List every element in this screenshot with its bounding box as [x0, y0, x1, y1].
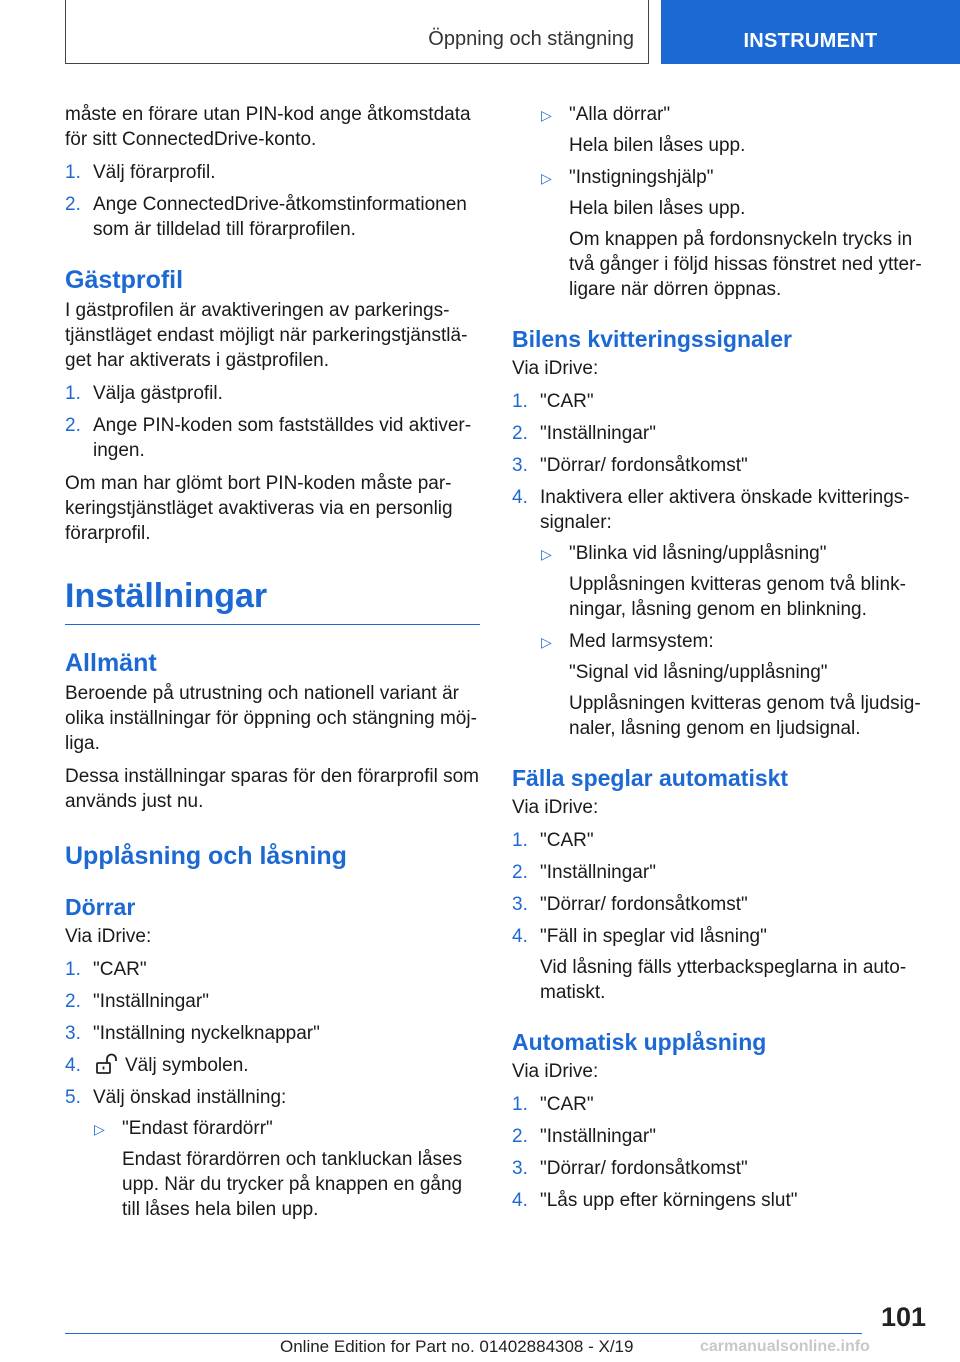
option-list [93, 1116, 480, 1222]
step-text: "CAR" [540, 830, 594, 851]
step-number: 1. [65, 383, 81, 404]
intro-steps [65, 160, 480, 242]
list-item [512, 1092, 927, 1117]
falla-steps [512, 828, 927, 1005]
option-item [540, 629, 927, 741]
step-text: "CAR" [540, 1094, 594, 1115]
footer-divider [65, 1333, 862, 1334]
step-number: 1. [512, 1094, 528, 1115]
step-number: 4. [512, 1190, 528, 1211]
list-item [65, 1085, 480, 1222]
step-text: Välja gästprofil. [93, 383, 223, 404]
intro-text: måste en förare utan PIN-kod ange åtkomstdata för sitt ConnectedDrive-konto. [65, 104, 471, 150]
dorrar-heading: Dörrar [65, 894, 136, 920]
list-item [65, 989, 480, 1014]
option-list [540, 541, 927, 741]
list-item [512, 453, 927, 478]
list-item [512, 828, 927, 853]
step-number: 3. [65, 1023, 81, 1044]
list-item [65, 1053, 480, 1078]
list-item [512, 1188, 927, 1213]
step-text: "Dörrar/ fordonsåtkomst" [540, 894, 748, 915]
step-number: 5. [65, 1087, 81, 1108]
header-frame [65, 0, 649, 64]
dorrar-steps [65, 957, 480, 1222]
option-desc: Upplåsningen kvitteras genom två blinkningar, låsning genom en blinkning. [569, 574, 906, 620]
option-title: "Blinka vid låsning/upplåsning" [569, 543, 827, 564]
option-desc: Upplåsningen kvitteras genom två ljudsignaler, låsning genom en ljudsignal. [569, 693, 921, 739]
step-text: "Inställning nyckelknappar" [93, 1023, 320, 1044]
unlock-icon [95, 1053, 119, 1075]
option-desc: Hela bilen låses upp. [569, 135, 746, 156]
list-item [65, 957, 480, 982]
step-text: "Dörrar/ fordonsåtkomst" [540, 1158, 748, 1179]
step-number: 2. [65, 415, 81, 436]
auto-heading: Automatisk upplåsning [512, 1029, 767, 1055]
step-number: 3. [512, 455, 528, 476]
via-idrive: Via iDrive: [512, 797, 599, 818]
gastprofil-text: I gästprofilen är avaktiveringen av parkeringstjänstläget endast möjligt när parkeringstjänstläget har aktiverats i gästprofilen. [65, 300, 468, 371]
left-column [65, 102, 480, 1230]
triangle-bullet-icon: ▷ [541, 546, 552, 562]
step-number: 4. [65, 1055, 81, 1076]
gastprofil-heading: Gästprofil [65, 266, 184, 294]
step-number: 2. [65, 991, 81, 1012]
option-item [93, 1116, 480, 1222]
list-item [65, 1021, 480, 1046]
step-number: 1. [65, 959, 81, 980]
step-number: 3. [512, 894, 528, 915]
option-title: "Alla dörrar" [569, 104, 671, 125]
triangle-bullet-icon: ▷ [541, 170, 552, 186]
allmant-text-1: Beroende på utrustning och nationell variant är olika inställningar för öppning och stängning möjliga. [65, 683, 477, 754]
list-item [65, 192, 480, 242]
list-item [512, 924, 927, 1005]
triangle-bullet-icon: ▷ [94, 1121, 105, 1137]
kvittering-steps [512, 389, 927, 741]
option-title: Med larmsystem: [569, 631, 714, 652]
step-text: "Lås upp efter körningens slut" [540, 1190, 798, 1211]
step-text: "Inställningar" [540, 862, 656, 883]
option-title: "Endast förardörr" [122, 1118, 273, 1139]
continued-options [512, 102, 927, 302]
option-item [540, 102, 927, 158]
watermark: carmanualsonline.info [700, 1338, 870, 1355]
list-item [512, 1156, 927, 1181]
chapter-tab[interactable]: INSTRUMENT [661, 0, 960, 64]
list-item [512, 860, 927, 885]
section-title: Öppning och stängning [428, 28, 634, 50]
step-number: 2. [512, 862, 528, 883]
upplasning-heading: Upplåsning och låsning [65, 842, 347, 870]
list-item [65, 413, 480, 463]
via-idrive: Via iDrive: [65, 926, 152, 947]
step-number: 2. [512, 1126, 528, 1147]
step-number: 2. [512, 423, 528, 444]
right-column [512, 102, 927, 1221]
kvittering-heading: Bilens kvitteringssignaler [512, 326, 792, 352]
gastprofil-note: Om man har glömt bort PIN-koden måste parkeringstjänstläget avaktiveras via en personlig förarprofil. [65, 473, 453, 544]
step-text: Välj förarprofil. [93, 162, 216, 183]
step-number: 3. [512, 1158, 528, 1179]
option-desc: Om knappen på fordonsnyckeln trycks in två gånger i följd hissas fönstret ned ytterligare när dörren öppnas. [569, 229, 922, 300]
triangle-bullet-icon: ▷ [541, 634, 552, 650]
auto-steps [512, 1092, 927, 1213]
step-text: "Fäll in speglar vid låsning" [540, 926, 767, 947]
option-desc: Endast förardörren och tankluckan låses upp. När du trycker på knappen en gång till låses hela bilen upp. [122, 1149, 463, 1220]
step-number: 1. [65, 162, 81, 183]
step-detail: Vid låsning fälls ytterbackspeglarna in automatiskt. [540, 957, 907, 1003]
triangle-bullet-icon: ▷ [541, 107, 552, 123]
step-text: Ange ConnectedDrive-åtkomstinformationen som är tilldelad till förarprofilen. [93, 194, 467, 240]
step-text: Välj symbolen. [125, 1055, 249, 1076]
option-desc: Hela bilen låses upp. [569, 198, 746, 219]
list-item [512, 892, 927, 917]
step-text: Inaktivera eller aktivera önskade kvitteringssignaler: [540, 487, 910, 533]
list-item [65, 160, 480, 185]
option-title: "Instigningshjälp" [569, 167, 714, 188]
step-text: Välj önskad inställning: [93, 1087, 287, 1108]
list-item [512, 389, 927, 414]
list-item [65, 381, 480, 406]
via-idrive: Via iDrive: [512, 1061, 599, 1082]
step-number: 2. [65, 194, 81, 215]
falla-heading: Fälla speglar automatiskt [512, 765, 789, 791]
allmant-heading: Allmänt [65, 649, 157, 677]
list-item [512, 485, 927, 741]
edition-text: Online Edition for Part no. 01402884308 - X/19 [280, 1337, 634, 1356]
list-item [512, 1124, 927, 1149]
step-number: 4. [512, 926, 528, 947]
option-item [540, 165, 927, 302]
page-number: 101 [880, 1302, 926, 1332]
step-text: Ange PIN-koden som fastställdes vid aktiveringen. [93, 415, 472, 461]
via-idrive: Via iDrive: [512, 358, 599, 379]
list-item [512, 421, 927, 446]
step-text: "Inställningar" [540, 1126, 656, 1147]
step-number: 1. [512, 830, 528, 851]
step-number: 1. [512, 391, 528, 412]
step-number: 4. [512, 487, 528, 508]
step-text: "Dörrar/ fordonsåtkomst" [540, 455, 748, 476]
gastprofil-steps [65, 381, 480, 463]
step-text: "Inställningar" [93, 991, 209, 1012]
option-item [540, 541, 927, 622]
allmant-text-2: Dessa inställningar sparas för den förarprofil som används just nu. [65, 766, 479, 812]
page-title: Inställningar [65, 576, 480, 625]
step-text: "CAR" [93, 959, 147, 980]
step-text: "CAR" [540, 391, 594, 412]
step-text: "Inställningar" [540, 423, 656, 444]
option-desc: "Signal vid låsning/upplåsning" [569, 662, 828, 683]
